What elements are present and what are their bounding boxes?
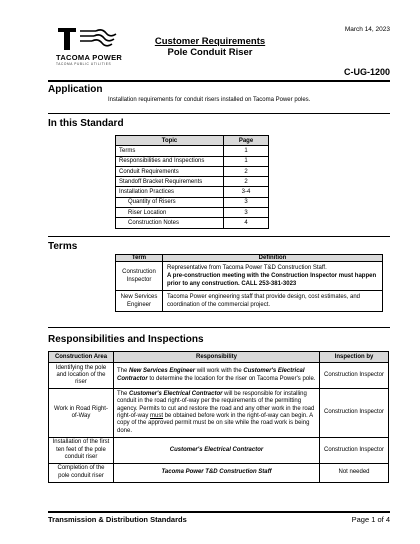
term-cell: New Services Engineer bbox=[116, 291, 163, 312]
table-row bbox=[116, 146, 269, 156]
table-row bbox=[116, 197, 269, 207]
page-cell: 3-4 bbox=[224, 187, 269, 197]
table-row bbox=[116, 166, 269, 176]
table-row bbox=[116, 218, 269, 228]
responsibility-emphasis: Customer's Electrical Contractor bbox=[129, 390, 223, 397]
table-row bbox=[116, 187, 269, 197]
table-row bbox=[49, 363, 389, 389]
definition-cell bbox=[163, 262, 383, 291]
document-date: March 14, 2023 bbox=[344, 26, 390, 33]
definition-cell: Tacoma Power engineering staff that provide design, cost estimates, and coordination of the commercial project. bbox=[163, 291, 383, 312]
footer-page-number: Page 1 of 4 bbox=[351, 515, 390, 524]
page-cell: 3 bbox=[224, 208, 269, 218]
table-row bbox=[49, 437, 389, 463]
page-cell: 3 bbox=[224, 197, 269, 207]
table-row bbox=[49, 463, 389, 482]
section-divider bbox=[48, 327, 390, 328]
topic-cell: Responsibilities and Inspections bbox=[116, 156, 224, 166]
logo-name: TACOMA POWER bbox=[56, 53, 123, 62]
terms-table bbox=[115, 254, 383, 312]
responsibility-cell: Customer's Electrical Contractor bbox=[114, 437, 320, 463]
section-divider bbox=[48, 236, 390, 237]
area-cell: Installation of the first ten feet of the pole conduit riser bbox=[49, 437, 114, 463]
responsibility-text: will work with the bbox=[195, 368, 244, 375]
area-cell: Work in Road Right-of-Way bbox=[49, 389, 114, 437]
application-text: Installation requirements for conduit risers installed on Tacoma Power poles. bbox=[108, 97, 311, 103]
contents-header-page: Page bbox=[224, 136, 269, 146]
table-row bbox=[116, 262, 383, 291]
responsibility-text: be obtained before work in the right-of-way can begin. A copy of the approved permit must be on site while the road work is being done. bbox=[117, 412, 313, 434]
footer-standards: Transmission & Distribution Standards bbox=[48, 515, 187, 524]
application-heading: Application bbox=[48, 84, 103, 95]
document-number: C-UG-1200 bbox=[343, 67, 390, 77]
area-cell: Completion of the pole conduit riser bbox=[49, 463, 114, 482]
responsibility-cell bbox=[114, 363, 320, 389]
section-divider bbox=[48, 113, 390, 114]
inspection-cell: Construction Inspector bbox=[320, 363, 389, 389]
table-row bbox=[116, 156, 269, 166]
terms-heading: Terms bbox=[48, 241, 78, 252]
responsibility-emphasis: Customer's Electrical Contractor bbox=[117, 368, 305, 382]
table-row bbox=[49, 389, 389, 437]
inspection-cell: Construction Inspector bbox=[320, 437, 389, 463]
topic-cell: Conduit Requirements bbox=[116, 166, 224, 176]
responsibilities-heading: Responsibilities and Inspections bbox=[48, 334, 204, 345]
page-cell: 2 bbox=[224, 166, 269, 176]
footer-divider bbox=[48, 511, 390, 513]
contents-table bbox=[115, 135, 269, 229]
contents-header-topic: Topic bbox=[116, 136, 224, 146]
page-cell: 2 bbox=[224, 177, 269, 187]
logo-subtitle: TACOMA PUBLIC UTILITIES bbox=[56, 62, 112, 66]
page-cell: 1 bbox=[224, 156, 269, 166]
standard-heading: In this Standard bbox=[48, 118, 124, 129]
responsibility-text: The bbox=[117, 368, 130, 375]
definition-emphasis: A pre-construction meeting with the Construction Inspector must happen prior to any construction. CALL 253-381-3023 bbox=[167, 273, 377, 287]
terms-header-definition: Definition bbox=[163, 255, 383, 262]
responsibility-cell bbox=[114, 389, 320, 437]
responsibility-cell: Tacoma Power T&D Construction Staff bbox=[114, 463, 320, 482]
terms-header-term: Term bbox=[116, 255, 163, 262]
resp-header-responsibility: Responsibility bbox=[114, 352, 320, 363]
inspection-cell: Not needed bbox=[320, 463, 389, 482]
page-cell: 1 bbox=[224, 146, 269, 156]
topic-cell: Quantity of Risers bbox=[116, 197, 224, 207]
page-cell: 4 bbox=[224, 218, 269, 228]
table-row bbox=[116, 208, 269, 218]
responsibility-text: will be responsible for installing conduit in the road right-of-way per the requirements of the permitting agency. Permits to cut and restore the road and any other work in the road right-of-way bbox=[117, 390, 315, 419]
topic-cell: Terms bbox=[116, 146, 224, 156]
topic-cell: Construction Notes bbox=[116, 218, 224, 228]
term-cell: Construction Inspector bbox=[116, 262, 163, 291]
topic-cell: Installation Practices bbox=[116, 187, 224, 197]
inspection-cell: Construction Inspector bbox=[320, 389, 389, 437]
responsibility-text: The bbox=[117, 390, 130, 397]
responsibility-text: to determine the location for the riser on Tacoma Power's pole. bbox=[147, 375, 316, 382]
responsibility-emphasis: New Services Engineer bbox=[129, 368, 196, 375]
title-line-2: Pole Conduit Riser bbox=[167, 47, 253, 58]
title-line-1: Customer Requirements bbox=[154, 36, 266, 47]
definition-text: Representative from Tacoma Power T&D Construction Staff. bbox=[167, 265, 327, 271]
responsibilities-table bbox=[48, 351, 389, 483]
table-row bbox=[116, 291, 383, 312]
header-divider bbox=[48, 80, 390, 82]
document-title bbox=[0, 36, 420, 58]
area-cell: Identifying the pole and location of the riser bbox=[49, 363, 114, 389]
resp-header-area: Construction Area bbox=[49, 352, 114, 363]
resp-header-inspection: Inspection by bbox=[320, 352, 389, 363]
topic-cell: Riser Location bbox=[116, 208, 224, 218]
table-row bbox=[116, 177, 269, 187]
topic-cell: Standoff Bracket Requirements bbox=[116, 177, 224, 187]
responsibility-underline: must bbox=[150, 412, 164, 419]
